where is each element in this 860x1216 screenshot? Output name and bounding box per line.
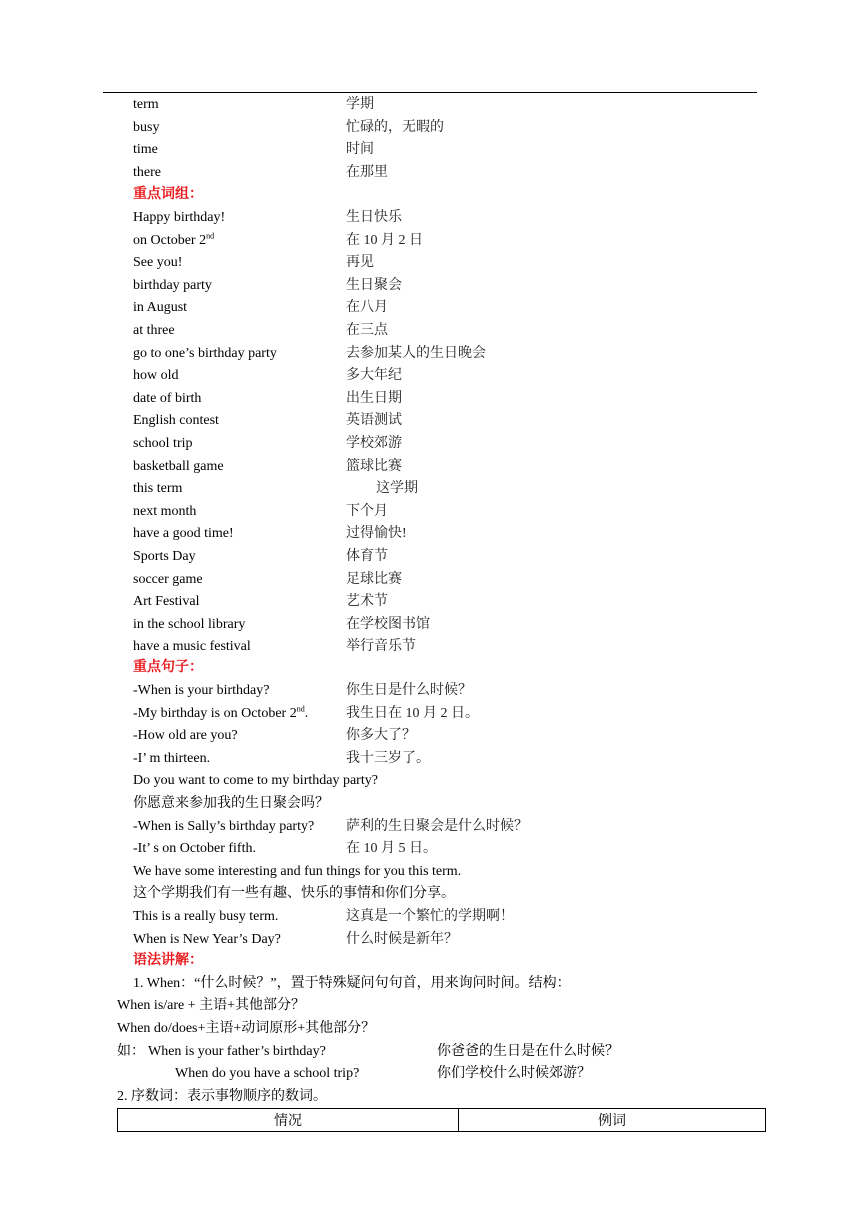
item-english-text: school trip [133,436,193,451]
item-english-text: on October 2 [133,232,207,248]
item-english [133,930,281,950]
item-english-text: -How old are you? [133,728,238,744]
item-english [133,321,175,341]
item-english [133,366,179,386]
item-text: 这个学期我们有一些有趣、快乐的事情和你们分享。 [133,886,455,902]
item-text: Do you want to come to my birthday party? [133,773,378,789]
item-english-text: term [133,97,159,112]
item-english [133,163,161,183]
item-english [133,276,212,296]
phrases-heading: 重点词组： [133,187,203,202]
item-english [133,547,196,567]
item-english-text: this term [133,481,183,497]
item-chinese: 我生日在 10 月 2 日。 [346,705,479,721]
item-english [133,839,256,859]
grammar-point-1: 1. When：“什么时候？”，置于特殊疑问句句首，用来询问时间。结构： [133,976,571,991]
item-english [133,253,182,273]
item-chinese: 去参加某人的生日晚会 [346,345,486,361]
item-chinese: 这真是一个繁忙的学期啊！ [346,909,514,924]
item-english-text: This is a really busy term. [133,909,279,924]
item-chinese: 多大年纪 [346,368,402,384]
item-english [133,524,234,544]
item-chinese: 我十三岁了。 [346,750,430,766]
item-chinese: 在八月 [346,300,388,316]
grammar-example-2-en: When do you have a school trip? [175,1066,360,1081]
grammar-example-2-zh: 你们学校什么时候郊游？ [437,1066,591,1081]
item-chinese: 你多大了？ [346,728,416,744]
item-chinese: 在三点 [346,323,388,338]
grammar-example-1-zh: 你爸爸的生日是在什么时候？ [437,1044,619,1059]
item-english-text: When is New Year’s Day? [133,931,281,947]
item-english [133,208,225,228]
item-english-text: have a good time! [133,526,234,542]
item-english [133,344,277,364]
item-english-text: next month [133,503,197,519]
item-english [133,118,159,138]
item-english-text: Sports Day [133,549,196,564]
item-chinese: 足球比赛 [346,571,402,587]
table-header-examples: 例词 [459,1109,766,1132]
item-english-text: -When is Sally’s birthday party? [133,818,315,834]
item-english-text: basketball game [133,458,224,474]
item-english-text: birthday party [133,277,212,293]
item-chinese: 时间 [346,142,374,158]
item-chinese: 在学校图书馆 [346,616,430,632]
item-english [133,479,182,499]
item-chinese: 萨利的生日聚会是什么时候？ [346,818,528,834]
item-english-text: -My birthday is on October 2 [133,705,297,721]
item-english [133,615,245,635]
item-english [133,411,219,431]
item-chinese: 忙碌的，无暇的 [346,119,444,135]
item-english [133,637,251,657]
item-chinese: 再见 [346,255,374,271]
item-english [133,502,196,522]
item-english-text: in the school library [133,616,246,632]
ordinal-table [117,1108,766,1132]
item-english [133,389,201,409]
item-english-text: -When is your birthday? [133,683,270,698]
item-chinese: 生日快乐 [346,210,402,225]
item-english [133,140,158,160]
item-chinese: 你生日是什么时候？ [346,683,472,698]
item-english-text: time [133,142,158,158]
item-english [133,681,269,701]
grammar-structure-2: When do/does+主语+动词原形+其他部分？ [117,1021,376,1036]
item-chinese: 篮球比赛 [346,458,402,474]
item-chinese: 英语测试 [346,413,402,429]
item-english-text: Happy birthday! [133,210,226,225]
item-chinese: 生日聚会 [346,277,402,293]
item-chinese: 学期 [346,97,374,112]
item-english-text: in August [133,300,188,316]
item-english-tail: . [304,705,309,721]
table-header-situation: 情况 [118,1109,459,1132]
sentences-heading: 重点句子： [133,660,203,675]
item-english-text: See you! [133,255,183,271]
table-header-row [118,1109,766,1132]
item-chinese: 在 10 月 2 日 [346,232,423,248]
item-chinese: 学校郊游 [346,436,402,451]
item-chinese: 艺术节 [346,594,388,610]
item-english-text: soccer game [133,571,203,587]
item-chinese: 出生日期 [346,390,402,406]
item-english-text: there [133,164,161,180]
item-chinese: 过得愉快! [346,526,407,542]
grammar-example-prefix: 如： [117,1044,145,1059]
grammar-example-1-en: When is your father’s birthday? [148,1044,326,1059]
item-english-text: at three [133,323,175,338]
item-english-text: how old [133,368,179,384]
item-english [133,907,278,927]
ordinal-suffix: nd [296,703,305,713]
item-english-text: -It’ s on October fifth. [133,841,256,857]
item-chinese: 举行音乐节 [346,639,416,655]
grammar-point-2: 2. 序数词：表示事物顺序的数词。 [117,1089,327,1104]
item-text: We have some interesting and fun things for you this term. [133,863,462,879]
item-english [133,434,193,454]
item-english-text: go to one’s birthday party [133,345,277,361]
item-english [133,231,214,251]
item-english [133,749,210,769]
item-english [133,298,187,318]
header-rule [103,92,757,93]
item-english-text: English contest [133,413,219,429]
item-english [133,570,203,590]
item-english [133,457,224,477]
grammar-heading: 语法讲解： [133,953,203,968]
item-english-text: -I’ m thirteen. [133,750,211,766]
item-english-text: have a music festival [133,639,251,655]
item-english [133,592,200,612]
item-english [133,817,314,837]
item-text: 你愿意来参加我的生日聚会吗？ [133,796,329,811]
item-english [133,726,238,746]
ordinal-suffix: nd [206,230,215,240]
item-chinese: 在那里 [346,164,388,180]
item-english [133,704,308,724]
item-chinese: 这学期 [376,481,418,497]
item-english-text: date of birth [133,390,202,406]
grammar-structure-1: When is/are + 主语+其他部分？ [117,998,306,1013]
item-english-text: busy [133,119,160,135]
item-chinese: 在 10 月 5 日。 [346,841,437,857]
item-chinese: 什么时候是新年？ [346,931,458,947]
item-english [133,95,159,115]
item-chinese: 下个月 [346,503,388,519]
item-chinese: 体育节 [346,549,388,564]
item-english-text: Art Festival [133,594,200,610]
